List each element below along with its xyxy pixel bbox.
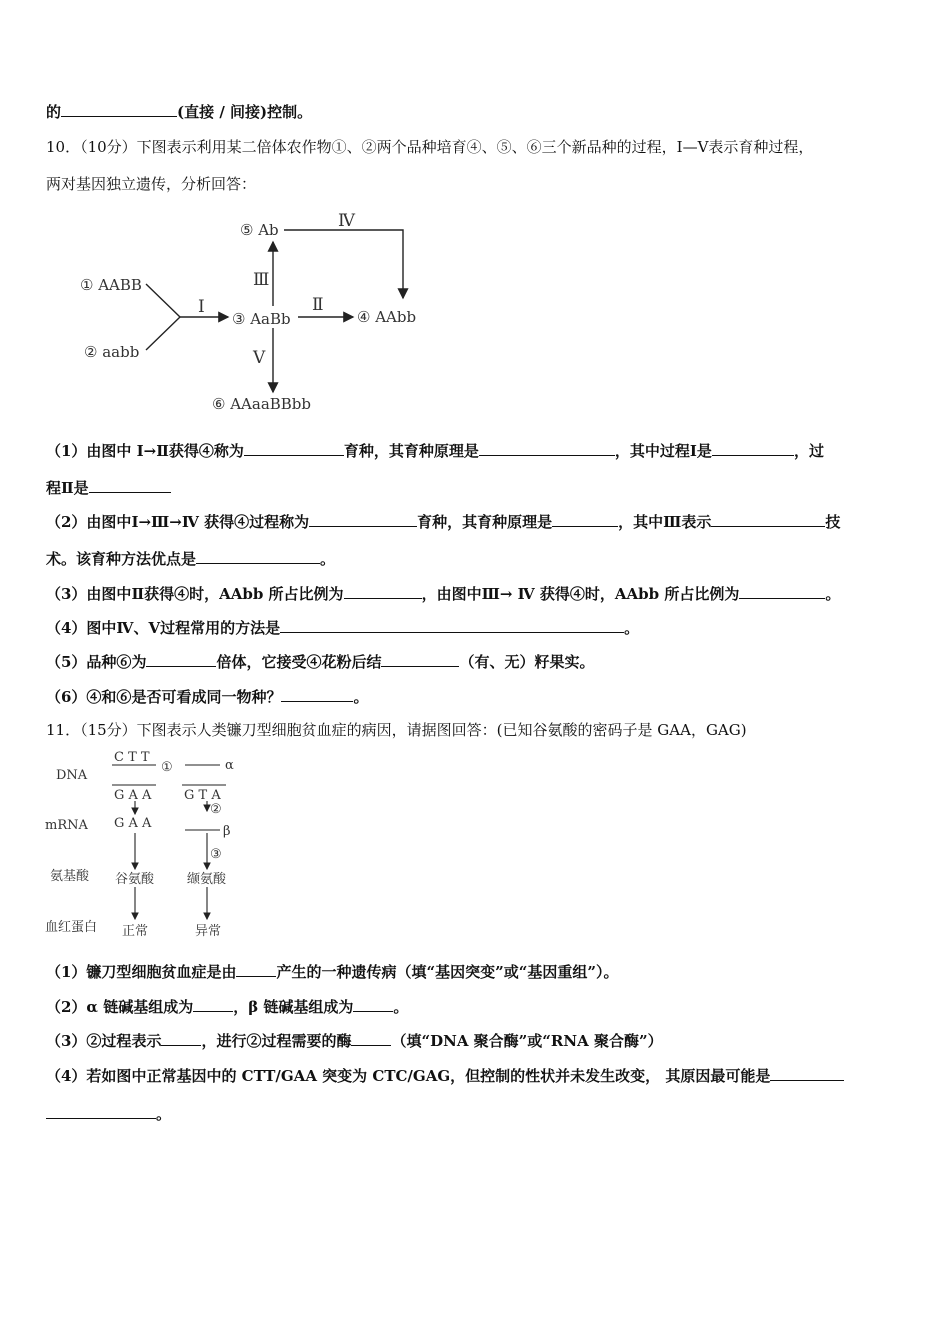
process-1: Ⅰ <box>198 297 205 317</box>
step-2: ② <box>210 802 222 817</box>
q10-header-text: 10．（10分）下图表示利用某二倍体农作物①、②两个品种培育④、⑤、⑥三个新品种的过程，Ⅰ—Ⅴ表示育种过程， <box>46 138 814 156</box>
q11-sub3: （3）②过程表示 ，进行②过程需要的酶 （填“DNA 聚合酶”或“RNA 聚合酶”） <box>46 1032 663 1050</box>
answer-blank[interactable] <box>61 102 177 117</box>
step-1: ① <box>161 760 173 775</box>
normal-label: 正常 <box>122 924 149 939</box>
q10-header-cont-text: 两对基因独立遗传，分析回答： <box>46 175 257 193</box>
seq-gaa-dna: G A A <box>114 788 152 803</box>
seq-gaa-mrna: G A A <box>114 816 152 831</box>
glu-label: 谷氨酸 <box>115 872 155 887</box>
q10-sub6: （6）④和⑥是否可看成同一物种？ 。 <box>46 688 369 706</box>
breeding-diagram <box>70 200 450 420</box>
answer-blank[interactable] <box>161 1031 201 1046</box>
arrow-4 <box>284 230 403 298</box>
answer-blank[interactable] <box>193 997 233 1012</box>
node-2: ② aabb <box>84 343 140 361</box>
answer-blank[interactable] <box>711 512 825 527</box>
val-label: 缬氨酸 <box>187 872 227 887</box>
q11-sub1: （1）镰刀型细胞贫血症是由 产生的一种遗传病（填“基因突变”或“基因重组”）。 <box>46 963 619 981</box>
answer-blank[interactable] <box>89 478 171 493</box>
alpha-label: α <box>225 758 234 773</box>
q10-sub4: （4）图中Ⅳ、Ⅴ过程常用的方法是 。 <box>46 619 640 637</box>
q11-header-text: 11．（15分）下图表示人类镰刀型细胞贫血症的病因，请据图回答：(已知谷氨酸的密码子是 GAA，GAG) <box>46 721 747 739</box>
q10-sub3: （3）由图中Ⅱ获得④时，AAbb 所占比例为 ，由图中Ⅲ→ Ⅳ 获得④时，AAbb 所占比例为 。 <box>46 585 841 603</box>
top-suffix: (直接 / 间接)控制。 <box>177 103 313 121</box>
beta-label: β <box>223 824 231 839</box>
answer-blank[interactable] <box>552 512 618 527</box>
q10-header-cont <box>46 174 256 194</box>
answer-blank[interactable] <box>309 512 417 527</box>
row-aa-label: 氨基酸 <box>50 869 90 884</box>
row-mrna-label: mRNA <box>45 818 88 833</box>
q11-sub2: （2）α 链碱基组成为 ，β 链碱基组成为 。 <box>46 998 409 1016</box>
answer-blank[interactable] <box>281 687 353 702</box>
q10-sub5: （5）品种⑥为 倍体，它接受④花粉后结 （有、无）籽果实。 <box>46 653 595 671</box>
answer-blank[interactable] <box>479 441 615 456</box>
step-3: ③ <box>210 847 222 862</box>
answer-blank[interactable] <box>46 1104 156 1119</box>
abnormal-label: 异常 <box>195 924 222 939</box>
answer-blank[interactable] <box>244 441 344 456</box>
q10-header <box>46 137 813 157</box>
answer-blank[interactable] <box>196 549 320 564</box>
process-5: Ⅴ <box>253 348 266 368</box>
node-4: ④ AAbb <box>357 308 417 326</box>
q10-sub2: （2）由图中Ⅰ→Ⅲ→Ⅳ 获得④过程称为 育种，其育种原理是 ，其中Ⅲ表示 技 <box>46 513 841 531</box>
q11-header <box>46 720 747 740</box>
answer-blank[interactable] <box>351 1031 391 1046</box>
q11-sub4: （4）若如图中正常基因中的 CTT/GAA 突变为 CTC/GAG，但控制的性状并未发生改变， 其原因最可能是 <box>46 1066 844 1086</box>
answer-blank[interactable] <box>344 584 422 599</box>
answer-blank[interactable] <box>770 1066 844 1081</box>
process-4: Ⅳ <box>338 211 355 231</box>
seq-gta: G T A <box>184 788 221 803</box>
answer-blank[interactable] <box>146 652 216 667</box>
process-2: Ⅱ <box>312 295 324 315</box>
answer-blank[interactable] <box>739 584 825 599</box>
top-prefix: 的 <box>46 103 62 121</box>
q10-sub2-cont: 术。该育种方法优点是 。 <box>46 550 336 568</box>
node-6: ⑥ AAaaBBbb <box>212 395 312 413</box>
top-line <box>46 102 312 122</box>
q10-sub1: （1）由图中 Ⅰ→Ⅱ获得④称为 育种，其育种原理是 ，其中过程Ⅰ是 ，过 <box>46 442 824 460</box>
node-5: ⑤ Ab <box>240 221 279 239</box>
sickle-cell-diagram <box>40 745 260 945</box>
node-1: ① AABB <box>80 276 142 294</box>
process-3: Ⅲ <box>253 270 270 290</box>
answer-blank[interactable] <box>381 652 459 667</box>
row-dna-label: DNA <box>56 768 88 783</box>
q11-sub4-cont: 。 <box>46 1104 171 1124</box>
q10-sub1-cont: 程Ⅱ是 <box>46 478 171 498</box>
seq-ctt: C T T <box>114 750 150 765</box>
answer-blank[interactable] <box>280 618 624 633</box>
merge-lines <box>146 284 180 350</box>
node-3: ③ AaBb <box>232 310 291 328</box>
row-hb-label: 血红蛋白 <box>45 920 98 935</box>
answer-blank[interactable] <box>712 441 794 456</box>
answer-blank[interactable] <box>353 997 393 1012</box>
answer-blank[interactable] <box>236 962 276 977</box>
